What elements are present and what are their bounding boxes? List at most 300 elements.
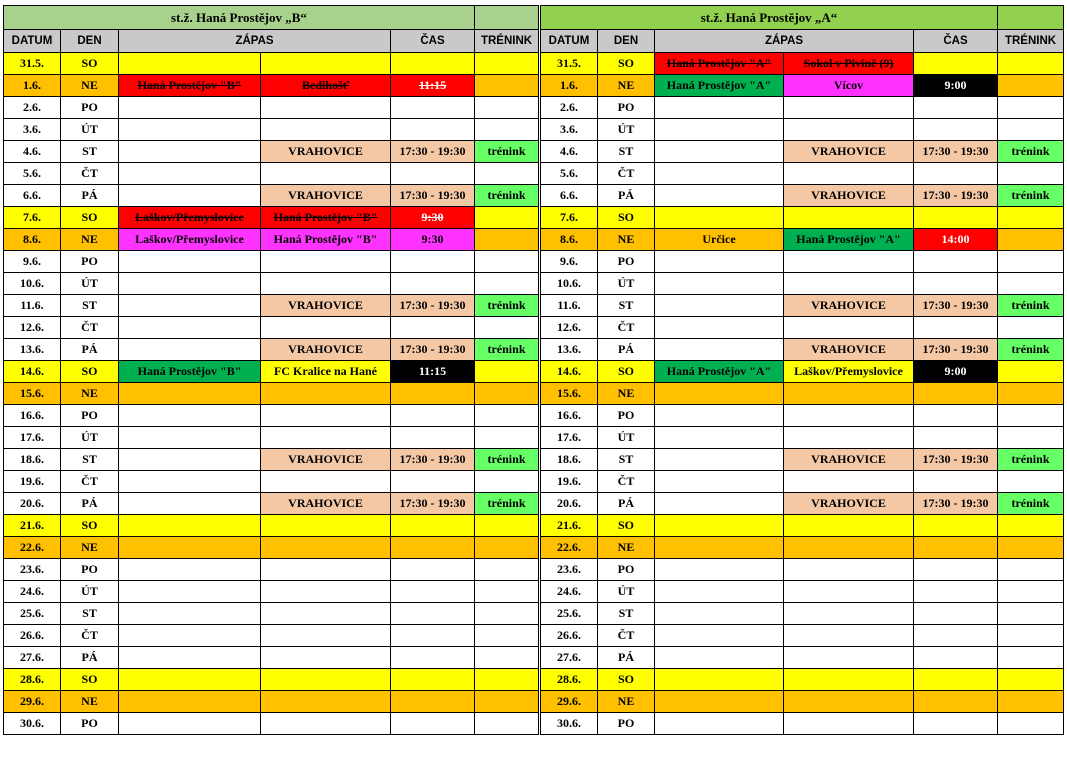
cell-away[interactable] xyxy=(784,515,914,537)
cell-training[interactable] xyxy=(475,317,539,339)
cell-day[interactable]: ČT xyxy=(598,317,655,339)
cell-day[interactable]: ÚT xyxy=(61,119,119,141)
cell-day[interactable]: ST xyxy=(598,449,655,471)
cell-time[interactable] xyxy=(914,713,998,735)
cell-date[interactable]: 17.6. xyxy=(541,427,598,449)
cell-home[interactable] xyxy=(119,383,261,405)
cell-date[interactable]: 1.6. xyxy=(4,75,61,97)
cell-date[interactable]: 1.6. xyxy=(541,75,598,97)
cell-away[interactable]: VRAHOVICE xyxy=(261,185,391,207)
cell-home[interactable] xyxy=(119,647,261,669)
cell-date[interactable]: 15.6. xyxy=(541,383,598,405)
cell-day[interactable]: PO xyxy=(598,97,655,119)
cell-time[interactable] xyxy=(914,581,998,603)
cell-home[interactable]: Haná Prostějov "A" xyxy=(655,361,784,383)
cell-time[interactable]: 17:30 - 19:30 xyxy=(391,493,475,515)
cell-day[interactable]: PÁ xyxy=(598,493,655,515)
cell-time[interactable] xyxy=(391,405,475,427)
cell-home[interactable] xyxy=(119,471,261,493)
cell-date[interactable]: 12.6. xyxy=(4,317,61,339)
cell-time[interactable] xyxy=(914,119,998,141)
cell-training[interactable]: trénink xyxy=(998,295,1064,317)
cell-time[interactable] xyxy=(391,647,475,669)
cell-away[interactable] xyxy=(261,251,391,273)
cell-date[interactable]: 27.6. xyxy=(541,647,598,669)
cell-date[interactable]: 25.6. xyxy=(4,603,61,625)
cell-day[interactable]: ČT xyxy=(598,625,655,647)
cell-training[interactable] xyxy=(475,361,539,383)
cell-time[interactable] xyxy=(391,713,475,735)
cell-date[interactable]: 11.6. xyxy=(4,295,61,317)
cell-home[interactable] xyxy=(119,669,261,691)
cell-date[interactable]: 31.5. xyxy=(4,53,61,75)
cell-away[interactable] xyxy=(261,383,391,405)
cell-training[interactable] xyxy=(475,669,539,691)
cell-date[interactable]: 22.6. xyxy=(4,537,61,559)
cell-date[interactable]: 3.6. xyxy=(4,119,61,141)
cell-time[interactable] xyxy=(914,625,998,647)
cell-date[interactable]: 25.6. xyxy=(541,603,598,625)
cell-away[interactable]: VRAHOVICE xyxy=(261,449,391,471)
cell-training[interactable] xyxy=(475,691,539,713)
cell-training[interactable] xyxy=(475,75,539,97)
cell-away[interactable] xyxy=(261,317,391,339)
cell-training[interactable]: trénink xyxy=(998,493,1064,515)
cell-time[interactable]: 17:30 - 19:30 xyxy=(914,295,998,317)
cell-training[interactable] xyxy=(998,625,1064,647)
cell-training[interactable] xyxy=(475,207,539,229)
cell-date[interactable]: 7.6. xyxy=(4,207,61,229)
cell-home[interactable] xyxy=(655,713,784,735)
cell-home[interactable] xyxy=(655,317,784,339)
cell-time[interactable] xyxy=(391,581,475,603)
cell-day[interactable]: PO xyxy=(61,251,119,273)
cell-day[interactable]: ČT xyxy=(61,471,119,493)
cell-day[interactable]: PO xyxy=(598,251,655,273)
cell-training[interactable] xyxy=(998,559,1064,581)
cell-home[interactable] xyxy=(655,273,784,295)
cell-day[interactable]: ST xyxy=(61,449,119,471)
cell-away[interactable] xyxy=(784,427,914,449)
cell-home[interactable] xyxy=(655,119,784,141)
cell-date[interactable]: 11.6. xyxy=(541,295,598,317)
cell-away[interactable] xyxy=(261,603,391,625)
cell-home[interactable] xyxy=(119,449,261,471)
cell-time[interactable] xyxy=(391,427,475,449)
cell-day[interactable]: ST xyxy=(61,603,119,625)
cell-date[interactable]: 28.6. xyxy=(541,669,598,691)
cell-away[interactable] xyxy=(784,405,914,427)
cell-day[interactable]: ČT xyxy=(598,163,655,185)
cell-away[interactable] xyxy=(261,515,391,537)
cell-training[interactable]: trénink xyxy=(998,141,1064,163)
cell-day[interactable]: PO xyxy=(61,97,119,119)
cell-home[interactable] xyxy=(655,383,784,405)
cell-home[interactable] xyxy=(655,493,784,515)
cell-home[interactable] xyxy=(655,427,784,449)
cell-training[interactable] xyxy=(998,471,1064,493)
cell-date[interactable]: 4.6. xyxy=(4,141,61,163)
cell-date[interactable]: 29.6. xyxy=(541,691,598,713)
cell-date[interactable]: 19.6. xyxy=(4,471,61,493)
cell-home[interactable] xyxy=(119,295,261,317)
cell-home[interactable] xyxy=(655,339,784,361)
cell-day[interactable]: PO xyxy=(598,713,655,735)
cell-day[interactable]: ÚT xyxy=(598,427,655,449)
cell-home[interactable] xyxy=(119,559,261,581)
cell-away[interactable]: VRAHOVICE xyxy=(784,493,914,515)
cell-date[interactable]: 6.6. xyxy=(541,185,598,207)
cell-away[interactable] xyxy=(784,97,914,119)
cell-time[interactable] xyxy=(914,669,998,691)
cell-home[interactable] xyxy=(119,53,261,75)
cell-training[interactable] xyxy=(998,647,1064,669)
cell-home[interactable] xyxy=(119,691,261,713)
cell-day[interactable]: ÚT xyxy=(61,427,119,449)
cell-time[interactable]: 9:30 xyxy=(391,229,475,251)
cell-time[interactable] xyxy=(391,53,475,75)
cell-day[interactable]: ÚT xyxy=(598,119,655,141)
cell-away[interactable]: Sokol v Pivíně (9) xyxy=(784,53,914,75)
cell-date[interactable]: 30.6. xyxy=(541,713,598,735)
cell-date[interactable]: 30.6. xyxy=(4,713,61,735)
cell-time[interactable] xyxy=(391,625,475,647)
cell-date[interactable]: 26.6. xyxy=(4,625,61,647)
cell-day[interactable]: NE xyxy=(61,383,119,405)
cell-date[interactable]: 20.6. xyxy=(541,493,598,515)
cell-time[interactable] xyxy=(914,471,998,493)
cell-time[interactable] xyxy=(914,53,998,75)
cell-training[interactable]: trénink xyxy=(475,339,539,361)
cell-time[interactable] xyxy=(914,207,998,229)
cell-day[interactable]: SO xyxy=(61,53,119,75)
cell-away[interactable] xyxy=(261,559,391,581)
cell-away[interactable] xyxy=(261,471,391,493)
cell-training[interactable] xyxy=(998,53,1064,75)
cell-time[interactable] xyxy=(914,317,998,339)
cell-training[interactable] xyxy=(475,163,539,185)
cell-away[interactable]: VRAHOVICE xyxy=(261,141,391,163)
cell-day[interactable]: ČT xyxy=(598,471,655,493)
cell-time[interactable] xyxy=(391,383,475,405)
cell-away[interactable]: Haná Prostějov "B" xyxy=(261,207,391,229)
cell-day[interactable]: PÁ xyxy=(598,339,655,361)
cell-training[interactable] xyxy=(998,427,1064,449)
cell-away[interactable] xyxy=(784,581,914,603)
cell-day[interactable]: ST xyxy=(61,295,119,317)
cell-time[interactable]: 17:30 - 19:30 xyxy=(391,295,475,317)
cell-training[interactable] xyxy=(998,207,1064,229)
cell-date[interactable]: 15.6. xyxy=(4,383,61,405)
cell-home[interactable] xyxy=(655,295,784,317)
cell-date[interactable]: 16.6. xyxy=(541,405,598,427)
cell-time[interactable] xyxy=(914,427,998,449)
cell-time[interactable] xyxy=(914,691,998,713)
cell-day[interactable]: SO xyxy=(598,361,655,383)
cell-training[interactable] xyxy=(998,251,1064,273)
cell-training[interactable] xyxy=(998,229,1064,251)
cell-day[interactable]: ÚT xyxy=(598,581,655,603)
cell-day[interactable]: SO xyxy=(598,515,655,537)
cell-day[interactable]: ČT xyxy=(61,317,119,339)
cell-time[interactable] xyxy=(391,119,475,141)
cell-date[interactable]: 6.6. xyxy=(4,185,61,207)
cell-time[interactable]: 17:30 - 19:30 xyxy=(914,185,998,207)
cell-home[interactable] xyxy=(119,97,261,119)
cell-date[interactable]: 21.6. xyxy=(4,515,61,537)
cell-home[interactable] xyxy=(655,471,784,493)
cell-training[interactable] xyxy=(998,603,1064,625)
cell-training[interactable] xyxy=(475,53,539,75)
cell-time[interactable]: 9:00 xyxy=(914,75,998,97)
cell-time[interactable] xyxy=(391,273,475,295)
cell-home[interactable] xyxy=(655,559,784,581)
cell-away[interactable]: VRAHOVICE xyxy=(784,141,914,163)
cell-time[interactable]: 17:30 - 19:30 xyxy=(391,141,475,163)
cell-date[interactable]: 14.6. xyxy=(4,361,61,383)
cell-home[interactable] xyxy=(119,427,261,449)
cell-day[interactable]: PO xyxy=(61,713,119,735)
cell-away[interactable] xyxy=(261,713,391,735)
cell-time[interactable]: 17:30 - 19:30 xyxy=(914,141,998,163)
cell-away[interactable] xyxy=(784,273,914,295)
cell-home[interactable] xyxy=(655,185,784,207)
cell-home[interactable] xyxy=(119,119,261,141)
cell-away[interactable] xyxy=(784,251,914,273)
cell-training[interactable] xyxy=(475,119,539,141)
cell-training[interactable] xyxy=(475,537,539,559)
cell-away[interactable] xyxy=(261,163,391,185)
cell-time[interactable] xyxy=(391,691,475,713)
cell-day[interactable]: PÁ xyxy=(61,339,119,361)
cell-day[interactable]: ST xyxy=(61,141,119,163)
cell-training[interactable] xyxy=(998,75,1064,97)
cell-home[interactable]: Laškov/Přemyslovice xyxy=(119,207,261,229)
cell-training[interactable] xyxy=(475,229,539,251)
cell-training[interactable]: trénink xyxy=(998,449,1064,471)
cell-day[interactable]: NE xyxy=(61,537,119,559)
cell-date[interactable]: 8.6. xyxy=(541,229,598,251)
cell-day[interactable]: NE xyxy=(598,383,655,405)
cell-away[interactable] xyxy=(784,559,914,581)
cell-away[interactable] xyxy=(261,405,391,427)
cell-date[interactable]: 5.6. xyxy=(4,163,61,185)
cell-away[interactable]: Haná Prostějov "B" xyxy=(261,229,391,251)
cell-date[interactable]: 5.6. xyxy=(541,163,598,185)
cell-day[interactable]: ÚT xyxy=(598,273,655,295)
cell-day[interactable]: ST xyxy=(598,603,655,625)
cell-day[interactable]: NE xyxy=(598,691,655,713)
cell-away[interactable] xyxy=(784,625,914,647)
cell-date[interactable]: 7.6. xyxy=(541,207,598,229)
cell-time[interactable] xyxy=(391,97,475,119)
cell-day[interactable]: PÁ xyxy=(598,647,655,669)
cell-time[interactable] xyxy=(914,251,998,273)
cell-date[interactable]: 28.6. xyxy=(4,669,61,691)
cell-date[interactable]: 12.6. xyxy=(541,317,598,339)
cell-date[interactable]: 17.6. xyxy=(4,427,61,449)
cell-training[interactable] xyxy=(998,537,1064,559)
cell-date[interactable]: 23.6. xyxy=(541,559,598,581)
cell-day[interactable]: PÁ xyxy=(61,185,119,207)
cell-date[interactable]: 23.6. xyxy=(4,559,61,581)
cell-home[interactable] xyxy=(119,185,261,207)
cell-day[interactable]: SO xyxy=(61,361,119,383)
cell-away[interactable] xyxy=(784,317,914,339)
cell-away[interactable]: Vícov xyxy=(784,75,914,97)
cell-time[interactable] xyxy=(914,273,998,295)
cell-away[interactable] xyxy=(784,383,914,405)
cell-home[interactable]: Určice xyxy=(655,229,784,251)
cell-home[interactable] xyxy=(655,691,784,713)
cell-time[interactable] xyxy=(391,559,475,581)
cell-away[interactable] xyxy=(261,669,391,691)
cell-training[interactable] xyxy=(998,383,1064,405)
cell-away[interactable] xyxy=(784,691,914,713)
cell-day[interactable]: PO xyxy=(61,405,119,427)
cell-date[interactable]: 18.6. xyxy=(4,449,61,471)
cell-away[interactable] xyxy=(261,537,391,559)
cell-day[interactable]: ÚT xyxy=(61,581,119,603)
cell-day[interactable]: ÚT xyxy=(61,273,119,295)
cell-training[interactable] xyxy=(998,713,1064,735)
cell-away[interactable] xyxy=(261,119,391,141)
cell-training[interactable]: trénink xyxy=(475,493,539,515)
cell-away[interactable]: VRAHOVICE xyxy=(784,449,914,471)
cell-day[interactable]: NE xyxy=(61,75,119,97)
cell-time[interactable] xyxy=(914,537,998,559)
cell-date[interactable]: 20.6. xyxy=(4,493,61,515)
cell-time[interactable]: 9:00 xyxy=(914,361,998,383)
cell-training[interactable]: trénink xyxy=(998,185,1064,207)
cell-away[interactable] xyxy=(261,427,391,449)
cell-time[interactable] xyxy=(391,317,475,339)
cell-time[interactable]: 11:15 xyxy=(391,75,475,97)
cell-day[interactable]: NE xyxy=(598,75,655,97)
cell-away[interactable] xyxy=(261,691,391,713)
cell-date[interactable]: 10.6. xyxy=(541,273,598,295)
cell-home[interactable] xyxy=(655,405,784,427)
cell-date[interactable]: 21.6. xyxy=(541,515,598,537)
cell-away[interactable] xyxy=(261,647,391,669)
cell-day[interactable]: PÁ xyxy=(598,185,655,207)
cell-home[interactable] xyxy=(119,581,261,603)
cell-time[interactable] xyxy=(914,603,998,625)
cell-away[interactable]: FC Kralice na Hané xyxy=(261,361,391,383)
cell-day[interactable]: NE xyxy=(598,537,655,559)
cell-time[interactable] xyxy=(391,515,475,537)
cell-training[interactable] xyxy=(475,427,539,449)
cell-away[interactable]: VRAHOVICE xyxy=(784,295,914,317)
cell-training[interactable] xyxy=(998,163,1064,185)
cell-date[interactable]: 26.6. xyxy=(541,625,598,647)
cell-away[interactable]: Laškov/Přemyslovice xyxy=(784,361,914,383)
cell-date[interactable]: 9.6. xyxy=(4,251,61,273)
cell-away[interactable] xyxy=(784,537,914,559)
cell-home[interactable] xyxy=(655,625,784,647)
cell-time[interactable]: 17:30 - 19:30 xyxy=(914,449,998,471)
cell-away[interactable] xyxy=(784,713,914,735)
cell-training[interactable] xyxy=(475,515,539,537)
cell-away[interactable] xyxy=(261,625,391,647)
cell-time[interactable]: 9:30 xyxy=(391,207,475,229)
cell-date[interactable]: 2.6. xyxy=(4,97,61,119)
cell-training[interactable] xyxy=(998,119,1064,141)
cell-home[interactable] xyxy=(655,581,784,603)
cell-training[interactable] xyxy=(998,97,1064,119)
cell-home[interactable] xyxy=(655,669,784,691)
cell-training[interactable] xyxy=(475,559,539,581)
cell-date[interactable]: 4.6. xyxy=(541,141,598,163)
cell-training[interactable]: trénink xyxy=(475,141,539,163)
cell-time[interactable]: 11:15 xyxy=(391,361,475,383)
cell-date[interactable]: 29.6. xyxy=(4,691,61,713)
cell-training[interactable] xyxy=(475,625,539,647)
cell-day[interactable]: SO xyxy=(598,53,655,75)
cell-time[interactable]: 17:30 - 19:30 xyxy=(914,493,998,515)
cell-training[interactable] xyxy=(475,603,539,625)
cell-home[interactable]: Haná Prostějov "A" xyxy=(655,75,784,97)
cell-training[interactable] xyxy=(998,669,1064,691)
cell-time[interactable] xyxy=(391,251,475,273)
cell-home[interactable]: Haná Prostějov "A" xyxy=(655,53,784,75)
cell-date[interactable]: 16.6. xyxy=(4,405,61,427)
cell-home[interactable] xyxy=(119,537,261,559)
cell-training[interactable] xyxy=(475,471,539,493)
cell-date[interactable]: 22.6. xyxy=(541,537,598,559)
cell-training[interactable] xyxy=(998,405,1064,427)
cell-away[interactable] xyxy=(784,669,914,691)
cell-away[interactable] xyxy=(784,471,914,493)
cell-day[interactable]: PÁ xyxy=(61,493,119,515)
cell-day[interactable]: ST xyxy=(598,295,655,317)
cell-away[interactable]: VRAHOVICE xyxy=(261,295,391,317)
cell-training[interactable] xyxy=(998,691,1064,713)
cell-away[interactable] xyxy=(784,207,914,229)
cell-date[interactable]: 13.6. xyxy=(541,339,598,361)
cell-home[interactable] xyxy=(655,449,784,471)
cell-home[interactable] xyxy=(655,251,784,273)
cell-time[interactable]: 17:30 - 19:30 xyxy=(391,339,475,361)
cell-time[interactable]: 17:30 - 19:30 xyxy=(391,185,475,207)
cell-home[interactable] xyxy=(119,603,261,625)
cell-day[interactable]: ST xyxy=(598,141,655,163)
cell-date[interactable]: 3.6. xyxy=(541,119,598,141)
cell-time[interactable] xyxy=(391,537,475,559)
cell-home[interactable] xyxy=(655,207,784,229)
cell-training[interactable] xyxy=(475,581,539,603)
cell-home[interactable] xyxy=(119,163,261,185)
cell-date[interactable]: 19.6. xyxy=(541,471,598,493)
cell-day[interactable]: ČT xyxy=(61,163,119,185)
cell-training[interactable] xyxy=(998,273,1064,295)
cell-time[interactable] xyxy=(914,559,998,581)
cell-home[interactable] xyxy=(119,493,261,515)
cell-away[interactable]: Haná Prostějov "A" xyxy=(784,229,914,251)
cell-time[interactable] xyxy=(914,515,998,537)
cell-home[interactable] xyxy=(119,713,261,735)
cell-time[interactable] xyxy=(914,383,998,405)
cell-away[interactable]: VRAHOVICE xyxy=(784,339,914,361)
cell-training[interactable] xyxy=(475,713,539,735)
cell-home[interactable]: Haná Prostějov "B" xyxy=(119,361,261,383)
cell-date[interactable]: 24.6. xyxy=(4,581,61,603)
cell-training[interactable] xyxy=(998,317,1064,339)
cell-date[interactable]: 2.6. xyxy=(541,97,598,119)
cell-date[interactable]: 14.6. xyxy=(541,361,598,383)
cell-training[interactable] xyxy=(475,647,539,669)
cell-home[interactable] xyxy=(655,537,784,559)
